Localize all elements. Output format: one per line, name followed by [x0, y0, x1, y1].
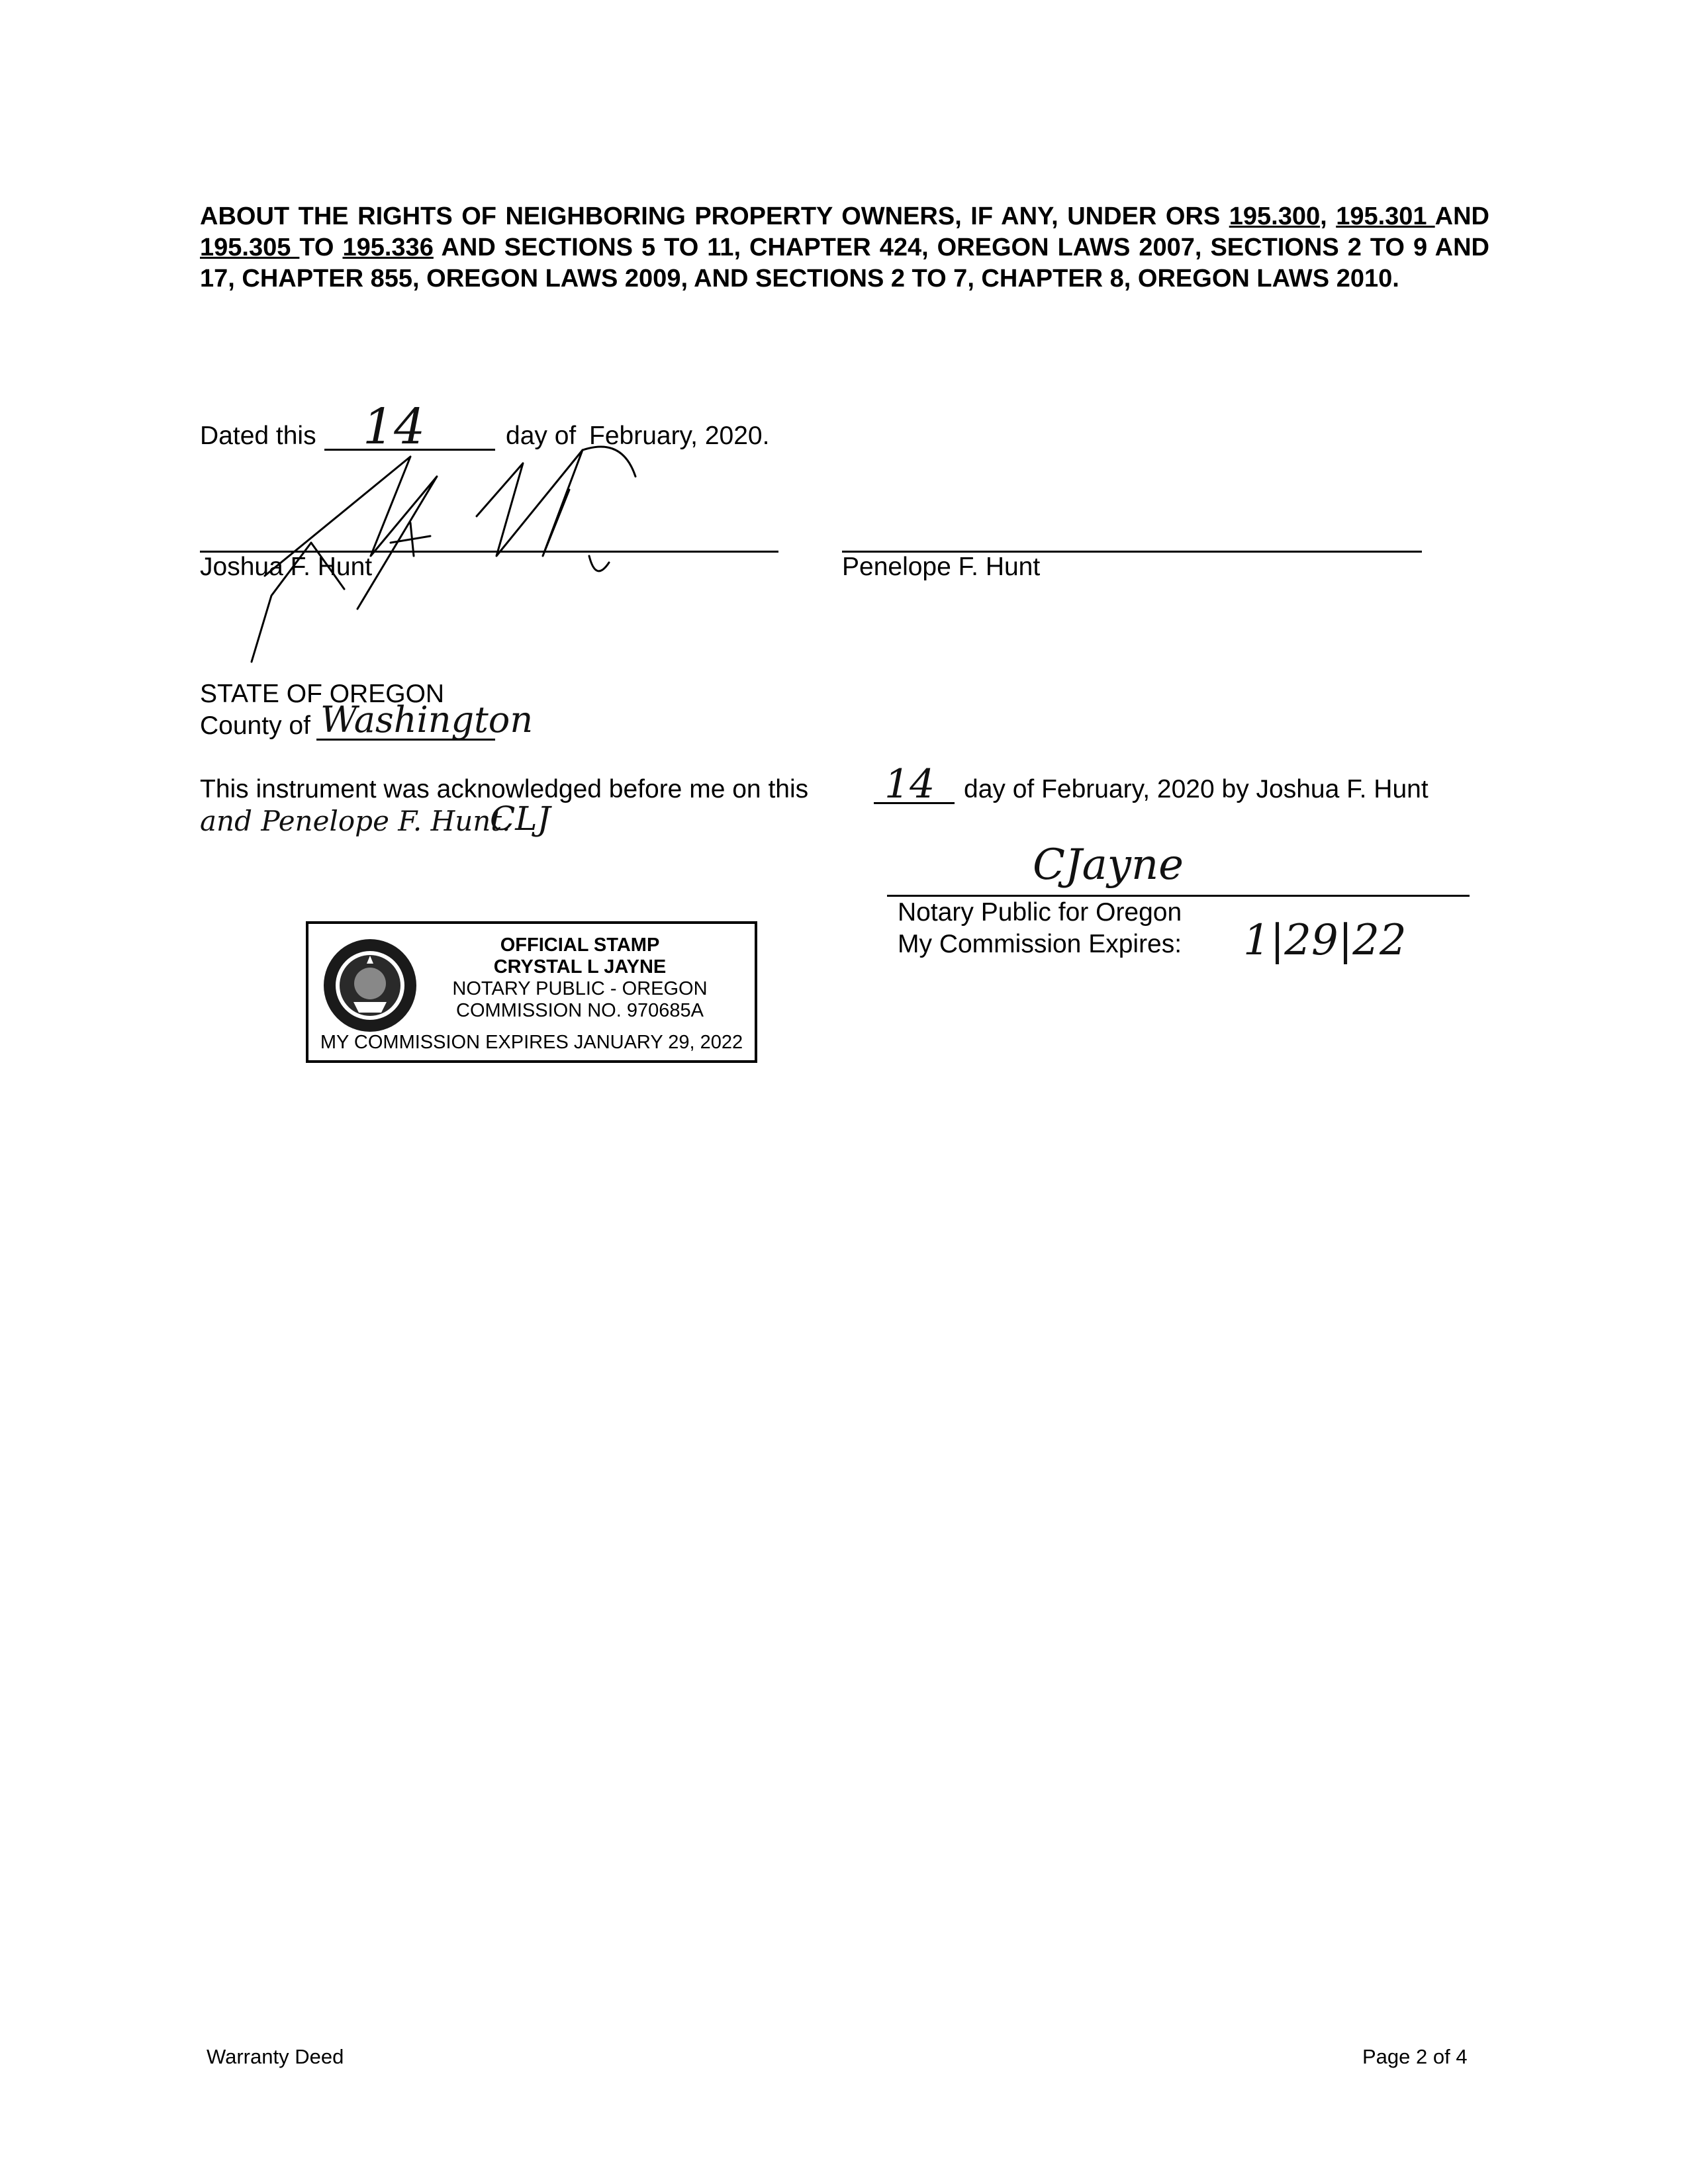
notary-expires-label: My Commission Expires: — [898, 930, 1182, 958]
notary-title: Notary Public for Oregon — [898, 898, 1182, 927]
dated-day-handwritten: 14 — [363, 398, 426, 455]
notary-signature-line — [887, 895, 1470, 897]
footer-right: Page 2 of 4 — [1362, 2045, 1468, 2068]
ors-ref-195-336: 195.336 — [342, 234, 434, 261]
signature-joshua-handwritten — [212, 424, 688, 675]
state-label: STATE OF OREGON — [200, 680, 445, 708]
county-handwritten: Washington — [320, 699, 534, 741]
ors-ref-195-301: 195.301 — [1336, 203, 1435, 230]
ors-ref-195-305: 195.305 — [200, 234, 300, 261]
ors-ref-195-300: 195.300 — [1229, 203, 1321, 230]
oregon-seal-icon — [320, 936, 420, 1035]
stamp-line-1: OFFICIAL STAMP — [500, 934, 660, 956]
ack-text-before: This instrument was acknowledged before me on this — [200, 775, 809, 803]
stamp-line-3: NOTARY PUBLIC - OREGON — [452, 978, 708, 999]
ack-day-handwritten: 14 — [884, 761, 935, 807]
dated-prefix: Dated this — [200, 422, 316, 450]
signer2-name: Penelope F. Hunt — [842, 553, 1041, 581]
dated-suffix-day: day of — [506, 422, 577, 450]
ack-handwritten-addition: and Penelope F. Hunt. — [200, 805, 511, 837]
notary-signature: CJayne — [1033, 841, 1184, 889]
dated-month-year: February, 2020. — [589, 422, 770, 450]
stamp-line-4: COMMISSION NO. 970685A — [456, 1000, 704, 1021]
county-label: County of — [200, 711, 310, 740]
signer1-name: Joshua F. Hunt — [200, 553, 373, 581]
ack-initials: CLJ — [490, 799, 551, 838]
legal-text-4: TO — [299, 234, 343, 261]
legal-paragraph — [200, 201, 1489, 295]
stamp-line-5: MY COMMISSION EXPIRES JANUARY 29, 2022 — [320, 1032, 743, 1053]
stamp-text-lines — [414, 934, 745, 1022]
ack-text-after: day of February, 2020 by Joshua F. Hunt — [964, 775, 1429, 803]
official-stamp — [306, 921, 757, 1063]
legal-text-2: , — [1320, 203, 1336, 230]
notary-expires-handwritten: 1|29|22 — [1243, 916, 1407, 965]
legal-text-5: AND SECTIONS 5 TO 11, CHAPTER 424, OREGON LAWS 2007, SECTIONS 2 TO 9 AND 17, CHAPTER 855, OREGON LAWS 2009, AND SECTIONS 2 TO 7, CHAPTER 8, OREGON LAWS 2010. — [200, 234, 1490, 293]
footer-left: Warranty Deed — [207, 2045, 344, 2068]
legal-text-3: AND — [1434, 203, 1489, 230]
stamp-line-2: CRYSTAL L JAYNE — [493, 956, 667, 978]
legal-text-1: ABOUT THE RIGHTS OF NEIGHBORING PROPERTY OWNERS, IF ANY, UNDER ORS — [200, 203, 1229, 230]
